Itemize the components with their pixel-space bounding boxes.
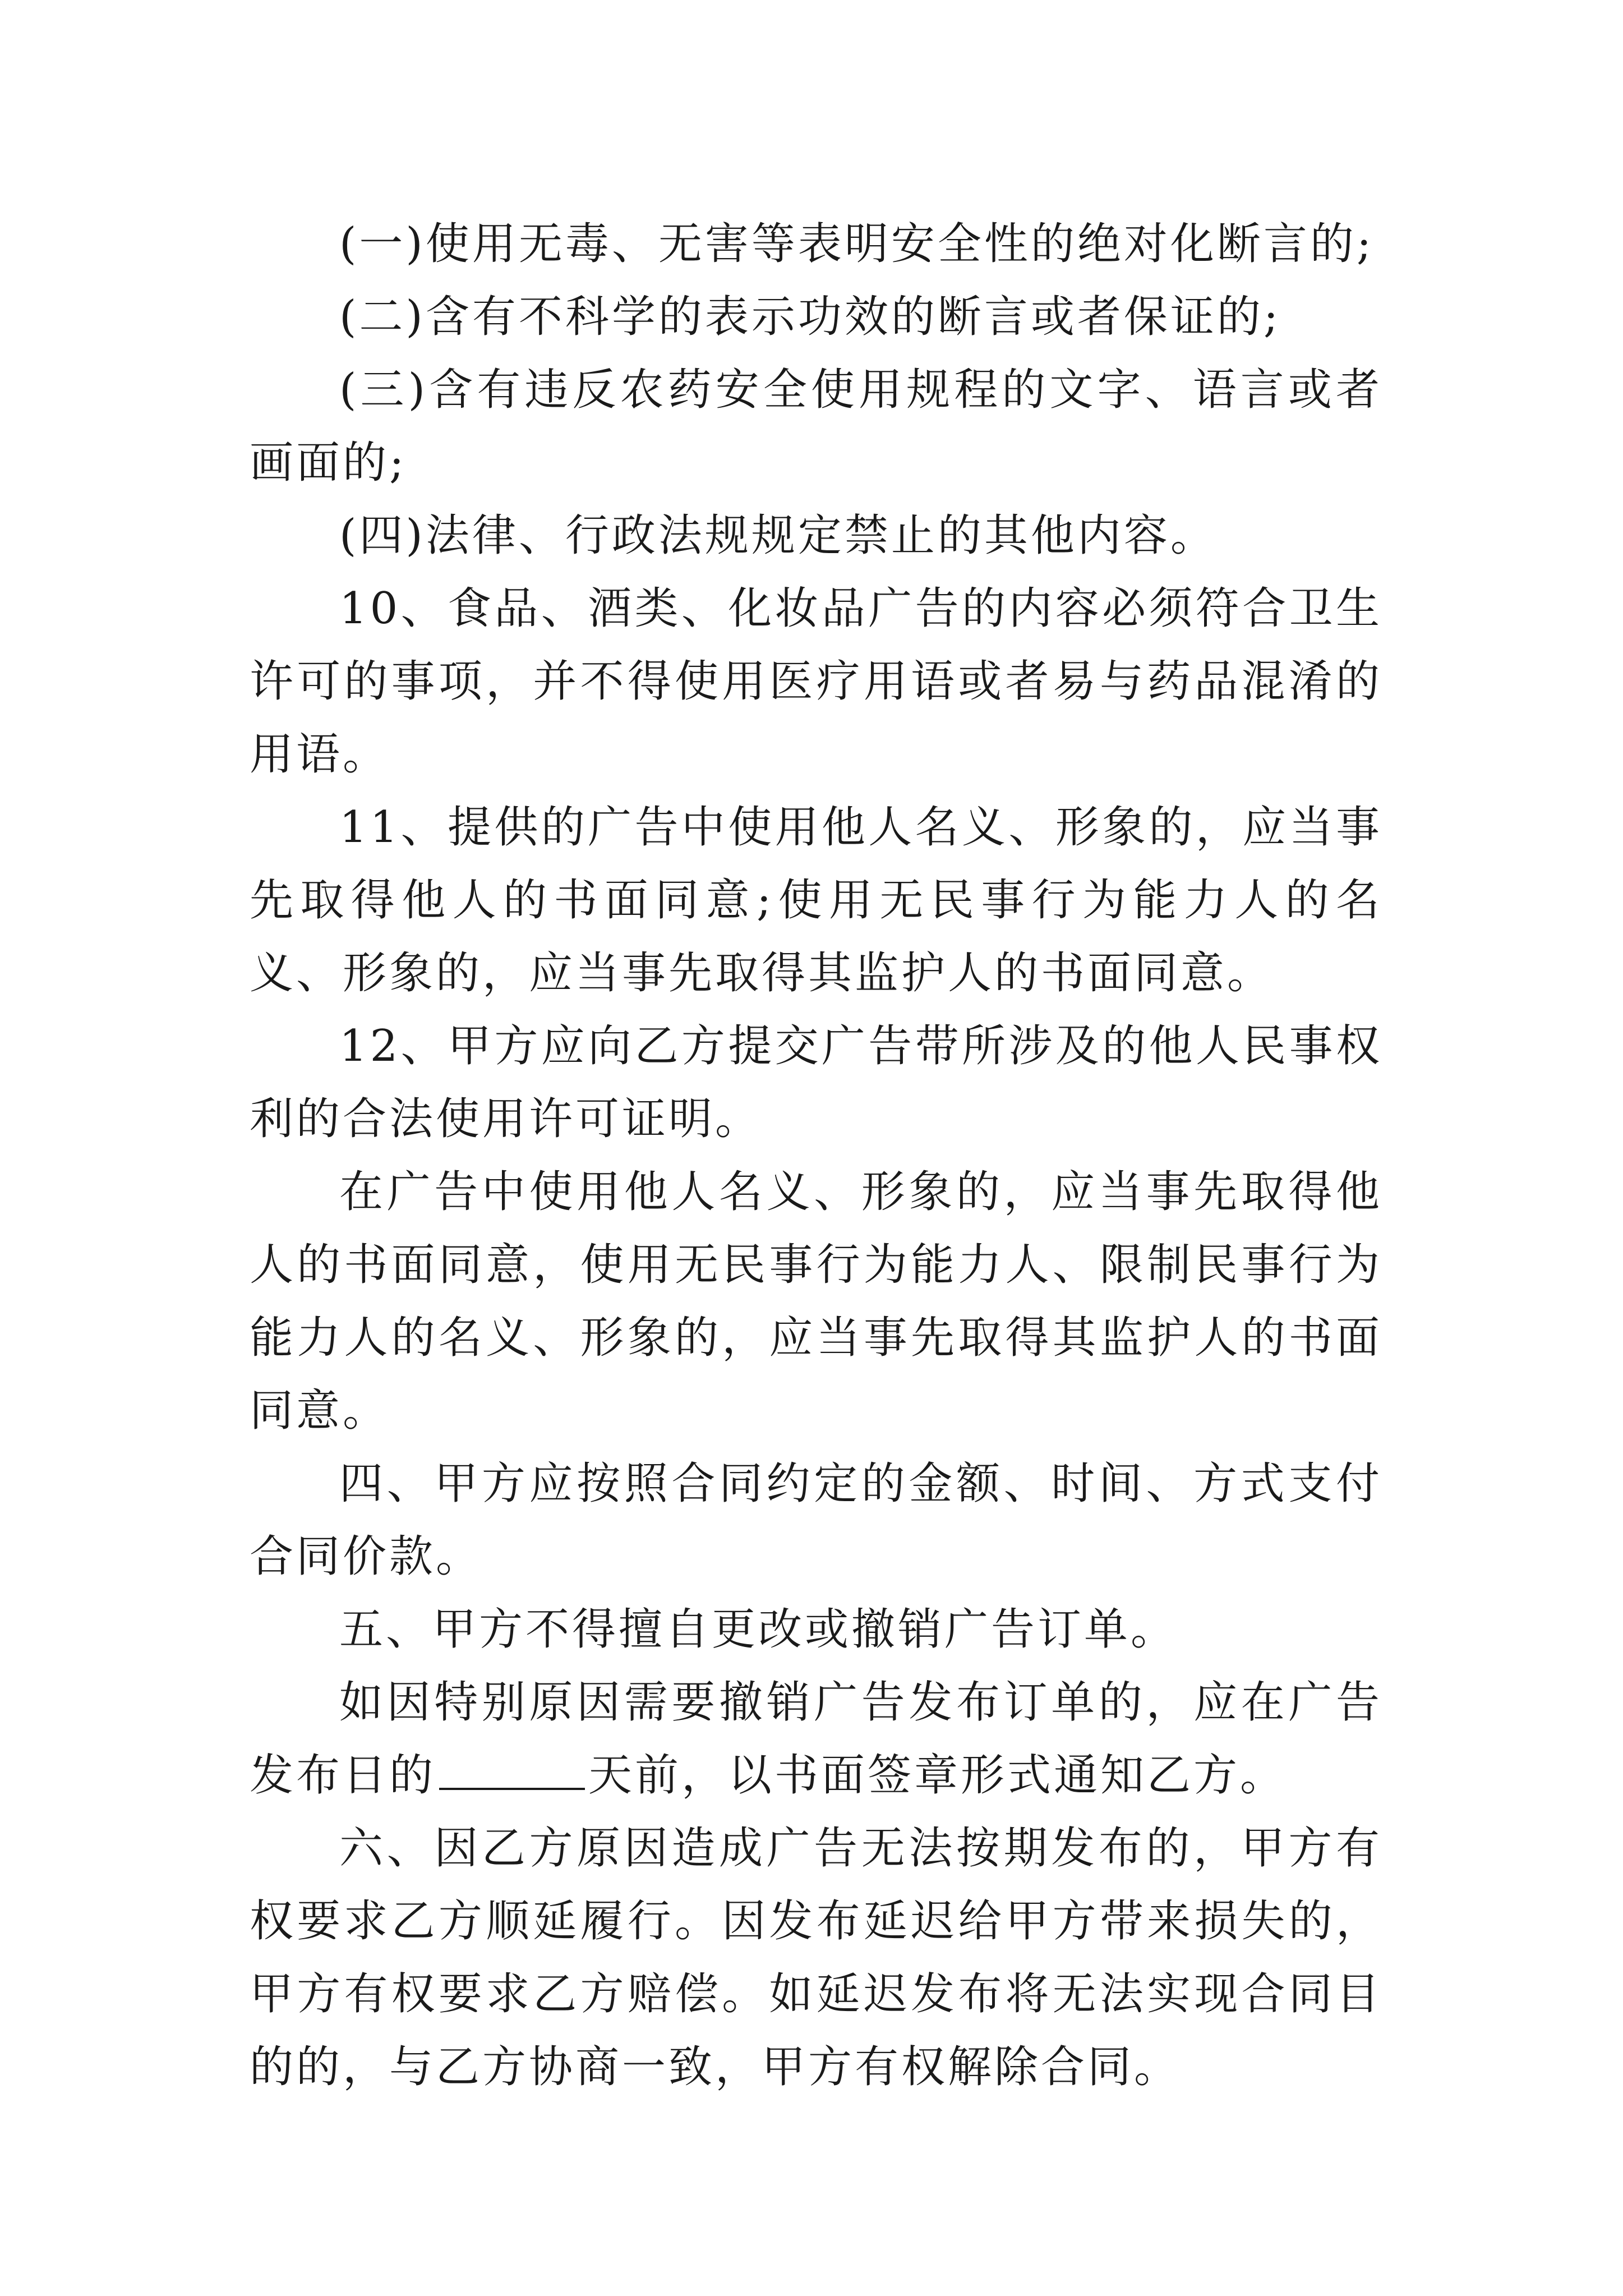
document-body xyxy=(250,208,1382,2104)
days-blank-field[interactable] xyxy=(439,1749,585,1790)
paragraph-section-6: 六、因乙方原因造成广告无法按期发布的，甲方有权要求乙方顺延履行。因发布延迟给甲方带来损失的，甲方有权要求乙方赔偿。如延迟发布将无法实现合同目的的，与乙方协商一致，甲方有权解除合同。 xyxy=(250,1823,1382,2092)
cancel-notice-text-before: 如因特别原因需要撤销广告发布订单的，应在广告发布日的 xyxy=(250,1677,1382,1801)
paragraph-item-12: 12、甲方应向乙方提交广告带所涉及的他人民事权利的合法使用许可证明。 xyxy=(250,1021,1382,1144)
paragraph-section-4: 四、甲方应按照合同约定的金额、时间、方式支付合同价款。 xyxy=(250,1458,1382,1582)
paragraph-item-10: 10、食品、酒类、化妆品广告的内容必须符合卫生许可的事项，并不得使用医疗用语或者易与药品混淆的用语。 xyxy=(250,583,1382,780)
paragraph-clause-3: (三)含有违反农药安全使用规程的文字、语言或者画面的; xyxy=(250,365,1382,488)
paragraph-item-11: 11、提供的广告中使用他人名义、形象的，应当事先取得他人的书面同意;使用无民事行为能力人的名义、形象的，应当事先取得其监护人的书面同意。 xyxy=(250,802,1382,999)
cancel-notice-text-after: 天前，以书面签章形式通知乙方。 xyxy=(588,1750,1287,1801)
paragraph-clause-4: (四)法律、行政法规规定禁止的其他内容。 xyxy=(339,510,1217,561)
paragraph-cancel-notice xyxy=(250,1666,1382,1812)
paragraph-section-5: 五、甲方不得擅自更改或撤销广告订单。 xyxy=(339,1604,1178,1655)
paragraph-clause-1: (一)使用无毒、无害等表明安全性的绝对化断言的; xyxy=(339,219,1375,269)
paragraph-clause-2: (二)含有不科学的表示功效的断言或者保证的; xyxy=(339,292,1281,342)
paragraph-consent: 在广告中使用他人名义、形象的，应当事先取得他人的书面同意，使用无民事行为能力人、限制民事行为能力人的名义、形象的，应当事先取得其监护人的书面同意。 xyxy=(250,1167,1382,1436)
